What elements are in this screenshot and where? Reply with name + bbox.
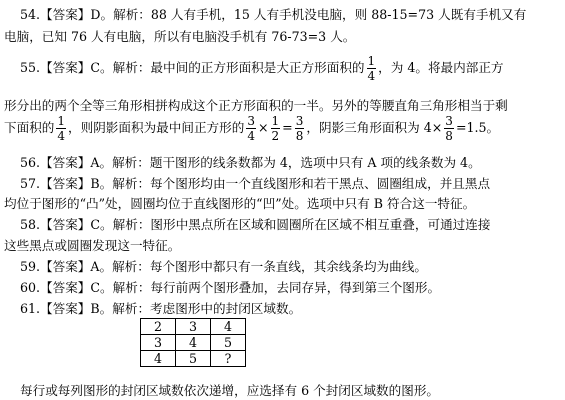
fraction: $\frac{3}{4}$	[247, 114, 255, 143]
q54-line-2: 电脑，已知 76 人有电脑，所以有电脑没手机有 76-73=3 人。	[4, 29, 356, 44]
grid-row	[141, 335, 246, 351]
q55-text: 55.【答案】C。解析：最中间的正方形面积是大正方形面积的	[20, 60, 365, 75]
grid-cell: 3	[176, 319, 211, 335]
fraction: $\frac{3}{8}$	[295, 114, 304, 143]
q55-line-3	[4, 115, 499, 142]
grid-row	[141, 351, 246, 367]
q61-line-1: 61.【答案】B。解析：考虑图形中的封闭区域数。	[20, 301, 302, 316]
grid-row	[141, 319, 246, 335]
q56-line-1: 56.【答案】A。解析：题干图形的线条数都为 4，选项中只有 A 项的线条数为 4。	[20, 155, 481, 170]
q58-line-2: 这些黑点或圆圈发现这一特征。	[4, 238, 181, 253]
q55-text: 下面积的	[4, 120, 55, 135]
grid-cell: 5	[211, 335, 246, 351]
q59-line-1: 59.【答案】A。解析：每个图形中都只有一条直线，其余线条均为曲线。	[20, 259, 427, 274]
times-sign: ×	[257, 120, 269, 135]
q54-line-1: 54.【答案】D。解析：88 人有手机，15 人有手机没电脑，则 88-15=73 人既有手机又有	[20, 7, 527, 22]
q55-line-2: 形分出的两个全等三角形相拼构成这个正方形面积的一半。另外的等腰直角三角形相当于剩	[4, 98, 508, 113]
grid-cell: 4	[211, 319, 246, 335]
grid-cell: 5	[176, 351, 211, 367]
grid-cell: 2	[141, 319, 176, 335]
q61-footer: 每行或每列图形的封闭区域数依次递增，应选择有 6 个封闭区域数的图形。	[20, 383, 440, 398]
q55-line-1	[20, 55, 504, 82]
q55-text: ，则阴影面积为最中间正方形的	[68, 120, 245, 135]
q55-text: =1.5。	[455, 120, 500, 135]
grid-cell: 4	[176, 335, 211, 351]
fraction-one-quarter: $\frac{1}{4}$	[367, 54, 376, 83]
grid-cell: ?	[211, 351, 246, 367]
grid-cell: 4	[141, 351, 176, 367]
q58-line-1: 58.【答案】C。解析：图形中黑点所在区域和圆圈所在区域不相互重叠，可通过连接	[20, 217, 491, 232]
q55-text: ，为 4。将最内部正方	[378, 60, 504, 75]
fraction: $\frac{3}{8}$	[445, 114, 453, 143]
equals-sign: =	[282, 120, 293, 135]
q57-line-2: 均位于图形的“凸”处，圆圈均位于直线图形的“凹”处。选项中只有 B 符合这一特征。	[4, 196, 476, 211]
closed-region-count-grid	[140, 318, 246, 367]
fraction: $\frac{1}{4}$	[57, 114, 66, 143]
q60-line-1: 60.【答案】C。解析：每行前两个图形叠加，去同存异，得到第三个图形。	[20, 280, 441, 295]
fraction: $\frac{1}{2}$	[271, 114, 280, 143]
grid-cell: 3	[141, 335, 176, 351]
q55-text: ，阴影三角形面积为 4×	[306, 120, 443, 135]
q57-line-1: 57.【答案】B。解析：每个图形均由一个直线图形和若干黑点、圆圈组成，并且黑点	[20, 176, 491, 191]
